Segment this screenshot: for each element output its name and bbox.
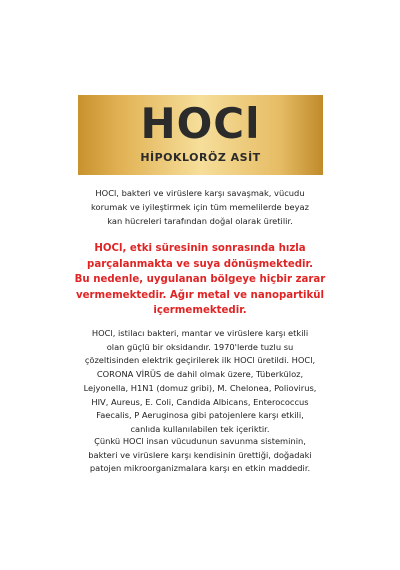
info-paragraph [58, 327, 342, 437]
info-line: canlıda kullanılabilen tek içeriktir. [130, 423, 270, 434]
title-banner [78, 95, 323, 175]
info-line: çözeltisinden elektrik geçirilerek ilk HOCl üretildi. HOCl, [84, 355, 316, 366]
banner-subtitle: HİPOKLORÖZ ASİT [140, 151, 261, 164]
banner-title: HOCl [140, 99, 261, 148]
closing-line: bakteri ve virüslere karşı kendisinin ürettiği, doğadaki [88, 449, 312, 460]
warning-line: parçalanmakta ve suya dönüşmektedir. [87, 258, 313, 270]
info-line: HOCl, istilacı bakteri, mantar ve virüslere karşı etkili [91, 328, 309, 338]
closing-paragraph [58, 435, 342, 476]
closing-line: patojen mikroorganizmalara karşı en etkin maddedir. [89, 463, 311, 474]
info-line: olan güçlü bir oksidandır. 1970'lerde tuzlu su [106, 341, 294, 352]
intro-line: kan hücreleri tarafından doğal olarak üretilir. [107, 216, 293, 226]
intro-line: HOCl, bakteri ve virüslere karşı savaşmak, vücudu [95, 188, 305, 198]
intro-paragraph [58, 186, 342, 228]
info-line: Faecalis, P Aeruginosa gibi patojenlere karşı etkili, [96, 410, 304, 421]
warning-paragraph [48, 241, 352, 319]
info-line: HIV, Aureus, E. Coli, Candida Albicans, Enterococcus [91, 396, 309, 407]
info-line: Lejyonella, H1N1 (domuz gribi), M. Chelonea, Poliovirus, [83, 382, 317, 393]
warning-line: HOCl, etki süresinin sonrasında hızla [94, 243, 306, 254]
warning-line: vermemektedir. Ağır metal ve nanopartikül [75, 289, 325, 301]
intro-line: korumak ve iyileştirmek için tüm memelilerde beyaz [91, 202, 309, 212]
info-line: CORONA VİRÜS de dahil olmak üzere, Tüberküloz, [96, 369, 304, 380]
closing-line: Çünkü HOCl insan vücudunun savunma sisteminin, [94, 436, 306, 446]
warning-line: Bu nedenle, uygulanan bölgeye hiçbir zarar [74, 274, 326, 285]
warning-line: içermemektedir. [153, 305, 247, 316]
